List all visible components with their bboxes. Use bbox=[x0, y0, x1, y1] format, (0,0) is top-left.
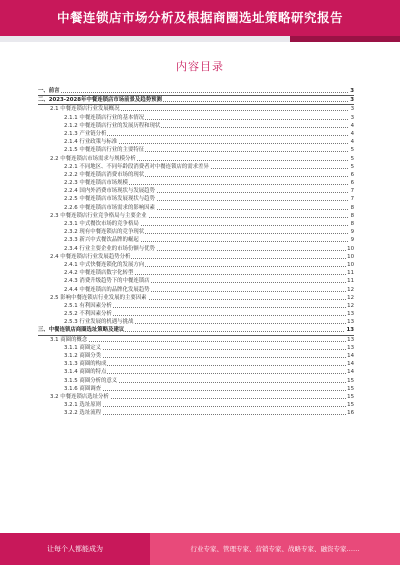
toc-entry[interactable] bbox=[38, 245, 354, 253]
toc-entry[interactable] bbox=[38, 409, 354, 417]
toc-entry[interactable] bbox=[38, 105, 354, 113]
toc-leader-dots bbox=[64, 413, 348, 415]
toc-entry[interactable] bbox=[38, 228, 354, 236]
toc-entry[interactable] bbox=[38, 114, 354, 122]
footer-slogan-left: 让每个人都能成为 bbox=[47, 545, 103, 553]
toc-entry-page-number: 13 bbox=[346, 327, 354, 334]
toc-entry[interactable] bbox=[38, 326, 354, 335]
toc-entry[interactable] bbox=[38, 261, 354, 269]
toc-entry-label: 2.5.1 有利因素分析 bbox=[64, 302, 112, 309]
toc-entry-label: 3.1.3 商圈的构成 bbox=[64, 361, 107, 368]
toc-entry-page-number: 11 bbox=[347, 270, 354, 277]
toc-entry[interactable] bbox=[38, 96, 354, 105]
toc-entry[interactable] bbox=[38, 385, 354, 393]
toc-leader-dots bbox=[64, 405, 348, 407]
toc-entry[interactable] bbox=[38, 377, 354, 385]
toc-entry-label: 2.5.2 不利因素分析 bbox=[64, 311, 112, 318]
toc-entry-label: 3.1.6 商圈调查 bbox=[64, 385, 101, 392]
toc-entry-page-number: 12 bbox=[347, 294, 354, 301]
toc-entry-page-number: 10 bbox=[347, 245, 354, 252]
toc-entry[interactable] bbox=[38, 195, 354, 203]
toc-entry-label: 二、2023-2028年中餐连锁店市场前景及趋势预测 bbox=[38, 97, 162, 104]
toc-entry-label: 3.1 商圈的概念 bbox=[50, 336, 88, 343]
toc-entry-page-number: 3 bbox=[350, 114, 354, 121]
toc-entry[interactable] bbox=[38, 269, 354, 277]
toc-entry[interactable] bbox=[38, 122, 354, 130]
toc-entry[interactable] bbox=[38, 155, 354, 163]
table-of-contents bbox=[38, 87, 354, 418]
toc-entry-label: 3.2.1 选址原则 bbox=[64, 402, 101, 409]
toc-entry-label: 3.2.2 选址流程 bbox=[64, 410, 101, 417]
toc-entry-label: 2.2 中餐连锁店市场需求与规模分析 bbox=[50, 155, 136, 162]
toc-entry[interactable] bbox=[38, 253, 354, 261]
toc-entry[interactable] bbox=[38, 220, 354, 228]
toc-entry-label: 2.4.3 消费升级趋势下的中餐连锁店 bbox=[64, 278, 150, 285]
toc-entry-page-number: 4 bbox=[350, 130, 354, 137]
toc-entry-page-number: 7 bbox=[350, 196, 354, 203]
toc-entry-label: 2.1 中餐连锁店行业发展概况 bbox=[50, 106, 120, 113]
toc-entry-page-number: 15 bbox=[347, 402, 354, 409]
toc-entry-label: 三、中餐连锁店商圈选址策略及建议 bbox=[38, 327, 125, 334]
toc-entry-page-number: 6 bbox=[350, 171, 354, 178]
toc-entry-label: 2.3.2 现有中餐连锁店的竞争现状 bbox=[64, 229, 145, 236]
toc-entry-label: 2.2.4 国内外消费市场现状与发展趋势 bbox=[64, 188, 155, 195]
toc-entry-label: 一、前言 bbox=[38, 88, 60, 94]
toc-entry-label: 2.2.3 中餐连锁店市场规模 bbox=[64, 180, 128, 187]
toc-entry-page-number: 7 bbox=[350, 188, 354, 195]
toc-entry-label: 2.4.2 中餐连锁店数字化转型 bbox=[64, 270, 134, 277]
toc-leader-dots bbox=[38, 91, 348, 93]
toc-entry-page-number: 8 bbox=[350, 221, 354, 227]
toc-entry[interactable] bbox=[38, 286, 354, 294]
toc-entry-page-number: 12 bbox=[347, 302, 354, 309]
toc-entry-page-number: 5 bbox=[350, 163, 354, 170]
toc-entry[interactable] bbox=[38, 318, 354, 326]
toc-entry-label: 2.4.4 中餐连锁店的品牌化发展趋势 bbox=[64, 286, 150, 293]
toc-entry-page-number: 14 bbox=[347, 361, 354, 368]
toc-entry-page-number: 8 bbox=[350, 212, 354, 219]
toc-entry-page-number: 14 bbox=[347, 369, 354, 376]
toc-entry-label: 2.3.3 新兴中式餐饮品牌的崛起 bbox=[64, 237, 139, 244]
toc-entry-page-number: 16 bbox=[347, 410, 354, 417]
toc-entry-page-number: 13 bbox=[347, 344, 354, 351]
toc-entry-page-number: 10 bbox=[347, 253, 354, 260]
toc-entry[interactable] bbox=[38, 310, 354, 318]
toc-entry-page-number: 9 bbox=[350, 237, 354, 244]
header-stripe-accent bbox=[290, 36, 400, 42]
toc-entry[interactable] bbox=[38, 212, 354, 220]
toc-entry-label: 2.4 中餐连锁店行业发展趋势分析 bbox=[50, 253, 131, 260]
toc-entry[interactable] bbox=[38, 179, 354, 187]
toc-entry-label: 2.2.1 不同地区、不同年龄段消费者对中餐连锁店的需求差异 bbox=[64, 163, 209, 170]
toc-entry[interactable] bbox=[38, 187, 354, 195]
toc-entry-label: 2.1.2 中餐连锁店行业的发展历程和现状 bbox=[64, 122, 161, 129]
toc-entry-label: 2.1.5 中餐连锁店行业的主要特征 bbox=[64, 147, 145, 154]
toc-entry-page-number: 3 bbox=[350, 88, 354, 94]
toc-entry-page-number: 12 bbox=[347, 286, 354, 293]
toc-entry-page-number: 13 bbox=[347, 319, 354, 326]
toc-entry-label: 3.2 中餐连锁店选址分析 bbox=[50, 393, 109, 400]
toc-entry-label: 2.2.6 中餐连锁店市场需求的影响因素 bbox=[64, 204, 155, 211]
toc-entry[interactable] bbox=[38, 352, 354, 360]
toc-entry[interactable] bbox=[38, 277, 354, 285]
toc-entry-page-number: 9 bbox=[350, 229, 354, 236]
toc-entry-page-number: 6 bbox=[350, 180, 354, 187]
toc-leader-dots bbox=[64, 356, 348, 358]
toc-entry-page-number: 4 bbox=[350, 122, 354, 129]
toc-entry-page-number: 10 bbox=[347, 261, 354, 268]
toc-entry-page-number: 11 bbox=[347, 278, 354, 285]
toc-entry[interactable] bbox=[38, 393, 354, 401]
toc-entry-label: 3.1.1 商圈定义 bbox=[64, 344, 101, 351]
toc-entry-label: 2.4.1 中式快餐连锁化的发展方向 bbox=[64, 261, 145, 268]
toc-entry[interactable] bbox=[38, 146, 354, 154]
toc-entry[interactable] bbox=[38, 360, 354, 368]
toc-entry-label: 3.1.5 商圈分析的意义 bbox=[64, 377, 118, 384]
toc-entry-label: 2.3 中餐连锁店行业竞争格局与主要企业 bbox=[50, 212, 147, 219]
toc-entry[interactable] bbox=[38, 302, 354, 310]
toc-entry-label: 2.1.4 行业政策与标准 bbox=[64, 139, 118, 146]
toc-entry-label: 2.1.3 产业链分析 bbox=[64, 130, 107, 137]
toc-entry[interactable] bbox=[38, 236, 354, 244]
toc-entry-label: 3.1.4 商圈的特点 bbox=[64, 369, 107, 376]
toc-entry-page-number: 3 bbox=[350, 97, 354, 104]
toc-entry-page-number: 15 bbox=[347, 385, 354, 392]
toc-entry-label: 2.5.3 行业发展的机遇与挑战 bbox=[64, 319, 134, 326]
toc-entry-label: 2.5 影响中餐连锁店行业发展的主要因素 bbox=[50, 294, 147, 301]
toc-entry-page-number: 15 bbox=[347, 377, 354, 384]
toc-entry[interactable] bbox=[38, 130, 354, 138]
header-stripe bbox=[0, 36, 400, 42]
toc-entry-label: 2.2.2 中餐连锁店消费市场的现状 bbox=[64, 171, 145, 178]
toc-leader-dots bbox=[50, 340, 348, 342]
toc-entry-label: 2.1.1 中餐连锁店行业的基本情况 bbox=[64, 114, 145, 121]
toc-entry-label: 2.3.1 中式餐饮市场的竞争格局 bbox=[64, 221, 139, 227]
toc-entry-page-number: 5 bbox=[350, 155, 354, 162]
toc-entry-label: 2.3.4 行业主要企业的市场份额与优势 bbox=[64, 245, 155, 252]
footer-slogan-panel bbox=[150, 533, 400, 565]
toc-entry[interactable] bbox=[38, 171, 354, 179]
toc-entry-page-number: 15 bbox=[347, 393, 354, 400]
footer-slogan-right: 行业专家、管理专家、营销专家、战略专家、融资专家…… bbox=[190, 545, 360, 553]
toc-entry-page-number: 8 bbox=[350, 204, 354, 211]
toc-entry-page-number: 5 bbox=[350, 147, 354, 154]
toc-entry[interactable] bbox=[38, 138, 354, 146]
toc-entry[interactable] bbox=[38, 336, 354, 344]
toc-leader-dots bbox=[64, 348, 348, 350]
toc-entry-label: 3.1.2 商圈分类 bbox=[64, 353, 101, 359]
toc-entry-page-number: 13 bbox=[347, 336, 354, 343]
report-header-bar bbox=[0, 0, 400, 42]
toc-entry[interactable] bbox=[38, 294, 354, 302]
toc-entry[interactable] bbox=[38, 163, 354, 171]
toc-entry[interactable] bbox=[38, 401, 354, 409]
toc-entry-page-number: 13 bbox=[347, 311, 354, 318]
toc-entry-page-number: 14 bbox=[347, 353, 354, 359]
toc-entry[interactable] bbox=[38, 344, 354, 352]
toc-entry-page-number: 4 bbox=[350, 139, 354, 146]
toc-entry-page-number: 3 bbox=[350, 106, 354, 113]
toc-entry[interactable] bbox=[38, 368, 354, 376]
toc-entry[interactable] bbox=[38, 87, 354, 96]
footer-banner bbox=[0, 533, 400, 565]
toc-heading: 内容目录 bbox=[176, 60, 224, 73]
toc-leader-dots bbox=[64, 389, 348, 391]
toc-entry[interactable] bbox=[38, 204, 354, 212]
toc-entry-label: 2.2.5 中餐连锁店市场发展现状与趋势 bbox=[64, 196, 155, 203]
report-title: 中餐连锁店市场分析及根据商圈选址策略研究报告 bbox=[56, 10, 343, 25]
